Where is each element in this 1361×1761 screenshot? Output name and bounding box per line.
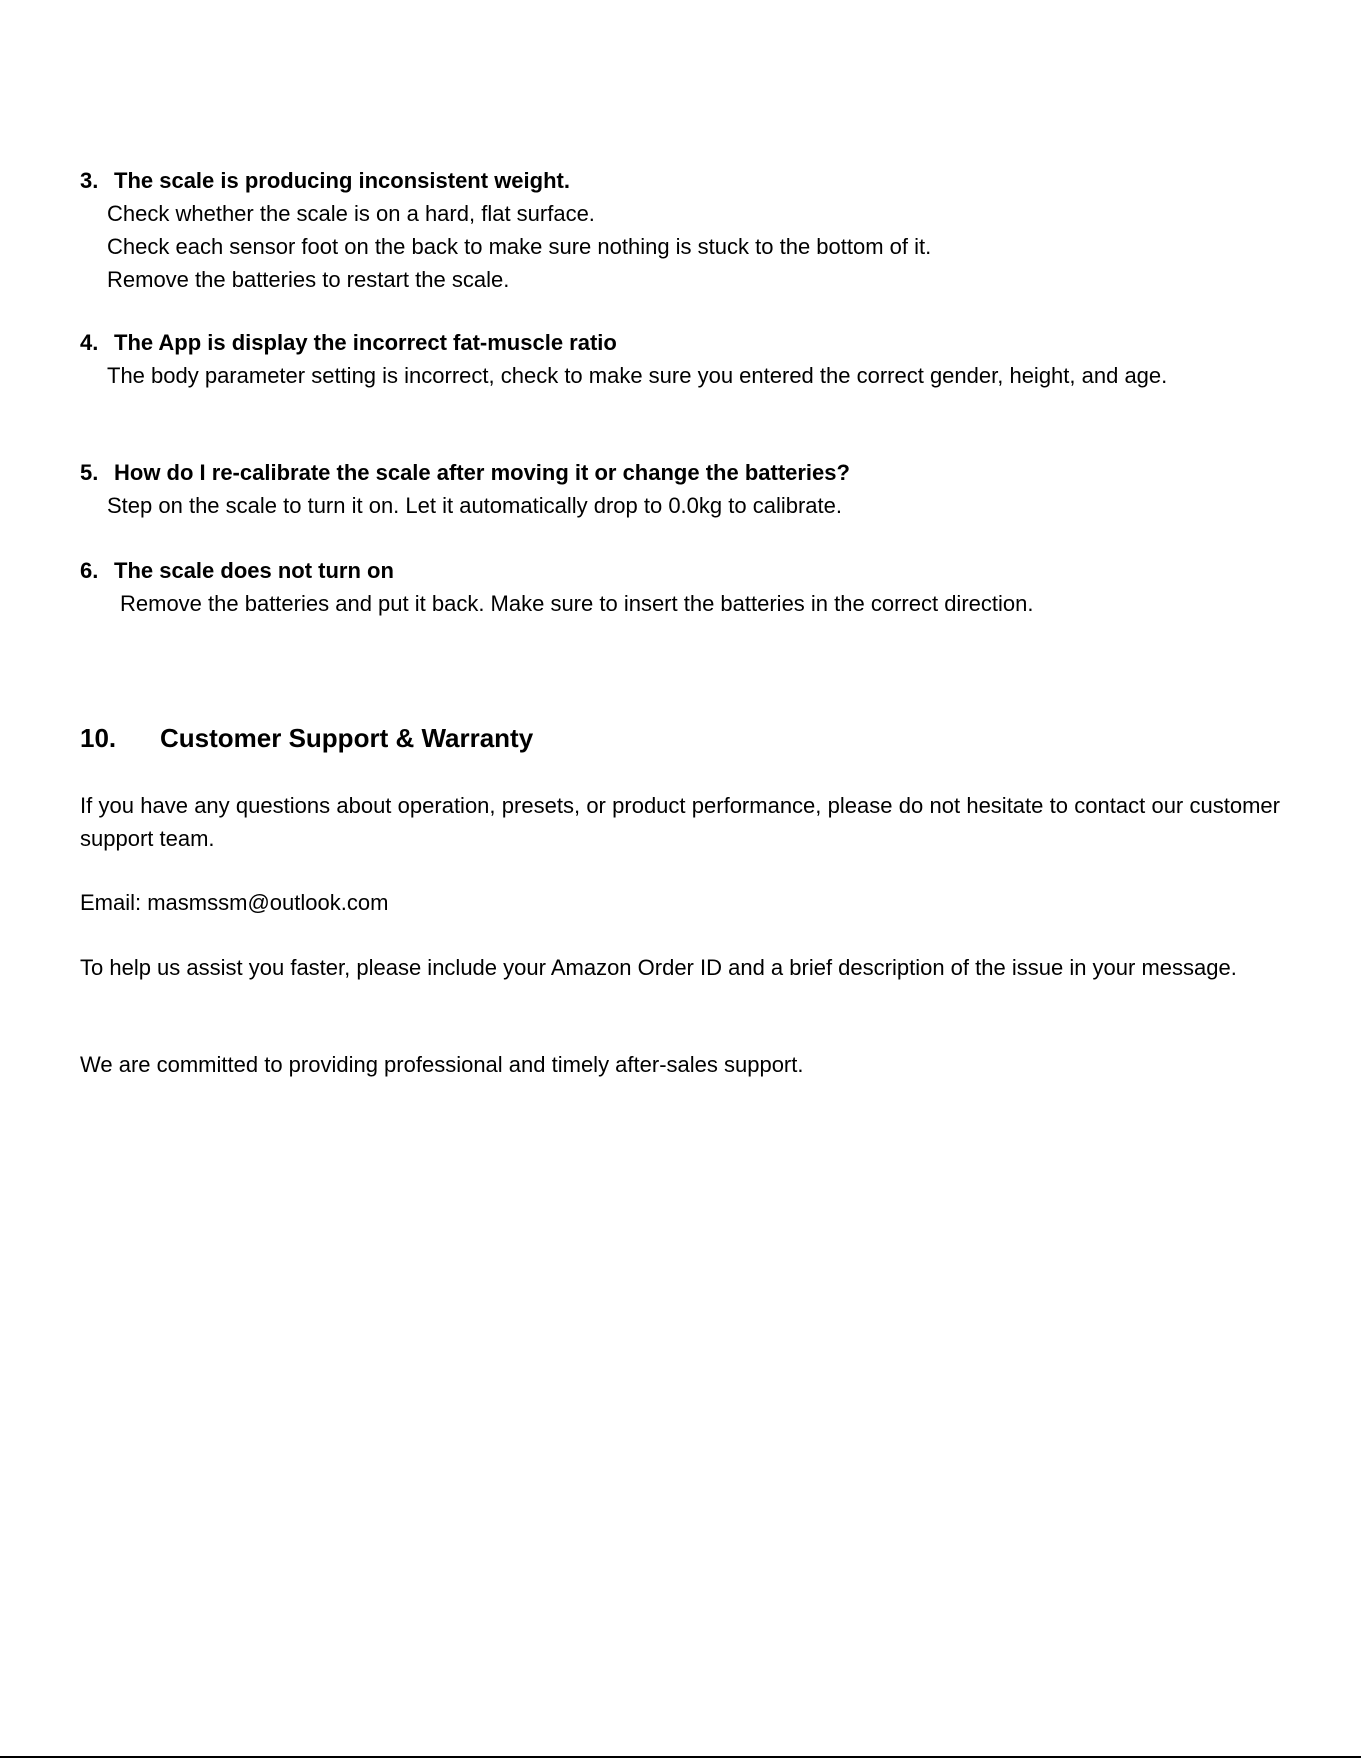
section-heading-customer-support xyxy=(80,720,533,756)
faq-answer-line: Check whether the scale is on a hard, flat surface. xyxy=(107,201,595,226)
faq-title xyxy=(80,164,1280,197)
faq-item-recalibrate xyxy=(80,456,1280,522)
faq-title xyxy=(80,456,1280,489)
support-help-paragraph: To help us assist you faster, please include your Amazon Order ID and a brief description of the issue in your message. xyxy=(80,955,1237,980)
faq-title xyxy=(80,326,1280,359)
faq-title xyxy=(80,554,1280,587)
section-number: 10. xyxy=(80,723,117,753)
faq-title-text: The scale is producing inconsistent weight. xyxy=(114,168,570,193)
faq-item-fat-muscle-ratio xyxy=(80,326,1280,392)
faq-number: 3. xyxy=(80,168,99,193)
support-email: Email: masmssm@outlook.com xyxy=(80,890,389,915)
support-commitment-paragraph: We are committed to providing professional and timely after-sales support. xyxy=(80,1052,804,1077)
page-bottom-rule xyxy=(0,1756,1361,1758)
faq-item-inconsistent-weight xyxy=(80,164,1280,296)
section-title: Customer Support & Warranty xyxy=(160,723,534,753)
faq-title-text: The App is display the incorrect fat-muscle ratio xyxy=(114,330,617,355)
faq-answer-line: The body parameter setting is incorrect, check to make sure you entered the correct gender, height, and age. xyxy=(107,363,1168,388)
faq-title-text: The scale does not turn on xyxy=(114,558,394,583)
faq-number: 6. xyxy=(80,558,99,583)
faq-number: 5. xyxy=(80,460,99,485)
faq-number: 4. xyxy=(80,330,99,355)
faq-answer-line: Remove the batteries and put it back. Make sure to insert the batteries in the correct direction. xyxy=(120,591,1034,616)
support-intro-paragraph: If you have any questions about operation, presets, or product performance, please do not hesitate to contact our customer support team. xyxy=(80,793,1280,851)
faq-title-text: How do I re-calibrate the scale after moving it or change the batteries? xyxy=(114,460,850,485)
faq-answer-line: Check each sensor foot on the back to make sure nothing is stuck to the bottom of it. xyxy=(107,234,932,259)
faq-answer-line: Remove the batteries to restart the scale. xyxy=(107,267,510,292)
faq-item-does-not-turn-on xyxy=(80,554,1280,620)
faq-answer-line: Step on the scale to turn it on. Let it automatically drop to 0.0kg to calibrate. xyxy=(107,493,842,518)
